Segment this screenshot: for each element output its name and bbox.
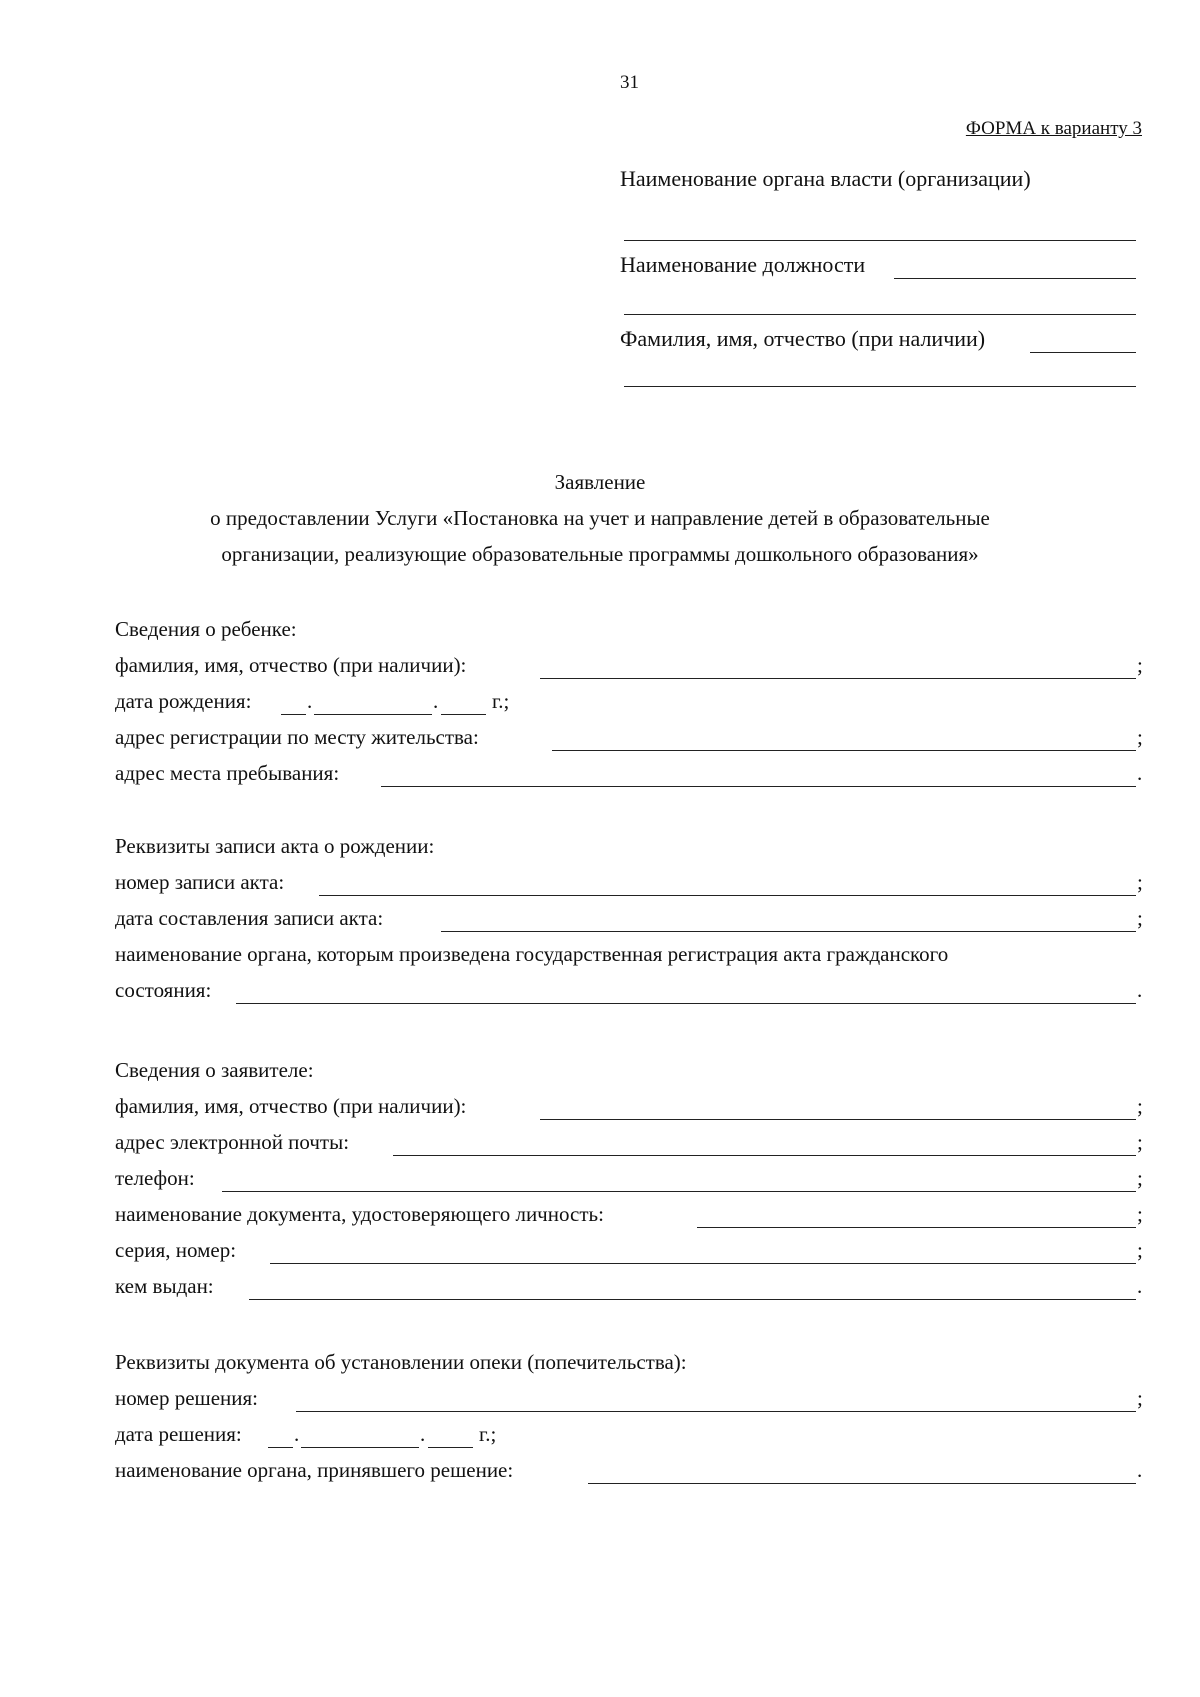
date-separator: . bbox=[420, 1422, 426, 1446]
form-reference: ФОРМА к варианту 3 bbox=[965, 118, 1142, 139]
guardianship-decision-year-field[interactable] bbox=[428, 1447, 473, 1448]
child-name-label: фамилия, имя, отчество (при наличии): bbox=[115, 653, 467, 677]
birth-record-section-heading: Реквизиты записи акта о рождении: bbox=[115, 834, 435, 858]
year-suffix: г.; bbox=[492, 689, 510, 713]
child-section-heading: Сведения о ребенке: bbox=[115, 617, 297, 641]
period: . bbox=[1137, 1458, 1143, 1482]
semicolon: ; bbox=[1137, 1202, 1143, 1226]
applicant-section-heading: Сведения о заявителе: bbox=[115, 1058, 314, 1082]
semicolon: ; bbox=[1137, 653, 1143, 677]
child-stay-address-label: адрес места пребывания: bbox=[115, 761, 340, 785]
semicolon: ; bbox=[1137, 1130, 1143, 1154]
birth-record-number-field[interactable] bbox=[319, 895, 1136, 896]
child-birth-month-field[interactable] bbox=[314, 714, 432, 715]
birth-record-date-field[interactable] bbox=[441, 931, 1136, 932]
child-registration-address-label: адрес регистрации по месту жительства: bbox=[115, 725, 479, 749]
addressee-authority-label: Наименование органа власти (организации) bbox=[620, 166, 1031, 191]
period: . bbox=[1137, 1274, 1143, 1298]
applicant-id-document-field[interactable] bbox=[697, 1227, 1136, 1228]
guardianship-decision-number-label: номер решения: bbox=[115, 1386, 258, 1410]
document-subtitle-line1: о предоставлении Услуги «Постановка на учет и направление детей в образовательные bbox=[210, 506, 990, 530]
date-separator: . bbox=[433, 689, 439, 713]
applicant-name-label: фамилия, имя, отчество (при наличии): bbox=[115, 1094, 467, 1118]
date-separator: . bbox=[294, 1422, 300, 1446]
guardianship-decision-number-field[interactable] bbox=[296, 1411, 1136, 1412]
date-separator: . bbox=[307, 689, 313, 713]
birth-record-authority-label: наименование органа, которым произведена государственная регистрация акта гражданского bbox=[115, 942, 949, 966]
semicolon: ; bbox=[1137, 906, 1143, 930]
semicolon: ; bbox=[1137, 870, 1143, 894]
applicant-email-label: адрес электронной почты: bbox=[115, 1130, 350, 1154]
semicolon: ; bbox=[1137, 1094, 1143, 1118]
birth-record-date-label: дата составления записи акта: bbox=[115, 906, 384, 930]
child-stay-address-field[interactable] bbox=[381, 786, 1136, 787]
child-name-field[interactable] bbox=[540, 678, 1136, 679]
semicolon: ; bbox=[1137, 725, 1143, 749]
semicolon: ; bbox=[1137, 1238, 1143, 1262]
child-registration-address-field[interactable] bbox=[552, 750, 1136, 751]
applicant-email-field[interactable] bbox=[393, 1155, 1136, 1156]
addressee-name-label: Фамилия, имя, отчество (при наличии) bbox=[620, 326, 986, 351]
semicolon: ; bbox=[1137, 1166, 1143, 1190]
addressee-position-field-2[interactable] bbox=[624, 314, 1136, 315]
guardianship-section-heading: Реквизиты документа об установлении опеки (попечительства): bbox=[115, 1350, 687, 1374]
child-birth-day-field[interactable] bbox=[281, 714, 306, 715]
applicant-name-field[interactable] bbox=[540, 1119, 1136, 1120]
addressee-name-field-2[interactable] bbox=[624, 386, 1136, 387]
addressee-position-field[interactable] bbox=[894, 278, 1136, 279]
applicant-issued-by-label: кем выдан: bbox=[115, 1274, 214, 1298]
child-birth-date-label: дата рождения: bbox=[115, 689, 252, 713]
applicant-phone-field[interactable] bbox=[222, 1191, 1136, 1192]
applicant-series-number-field[interactable] bbox=[270, 1263, 1136, 1264]
period: . bbox=[1137, 978, 1143, 1002]
guardianship-decision-month-field[interactable] bbox=[301, 1447, 419, 1448]
guardianship-decision-date-label: дата решения: bbox=[115, 1422, 242, 1446]
guardianship-authority-field[interactable] bbox=[588, 1483, 1136, 1484]
applicant-issued-by-field[interactable] bbox=[249, 1299, 1136, 1300]
birth-record-authority-label-cont: состояния: bbox=[115, 978, 212, 1002]
document-subtitle-line2: организации, реализующие образовательные программы дошкольного образования» bbox=[221, 542, 979, 566]
birth-record-authority-field[interactable] bbox=[236, 1003, 1136, 1004]
applicant-series-number-label: серия, номер: bbox=[115, 1238, 237, 1262]
year-suffix: г.; bbox=[479, 1422, 497, 1446]
guardianship-decision-day-field[interactable] bbox=[268, 1447, 293, 1448]
addressee-position-label: Наименование должности bbox=[620, 252, 866, 277]
semicolon: ; bbox=[1137, 1386, 1143, 1410]
child-birth-year-field[interactable] bbox=[441, 714, 486, 715]
addressee-authority-field[interactable] bbox=[624, 240, 1136, 241]
period: . bbox=[1137, 761, 1143, 785]
applicant-id-document-label: наименование документа, удостоверяющего личность: bbox=[115, 1202, 604, 1226]
birth-record-number-label: номер записи акта: bbox=[115, 870, 285, 894]
document-title: Заявление bbox=[554, 470, 646, 494]
page-number: 31 bbox=[620, 72, 639, 93]
applicant-phone-label: телефон: bbox=[115, 1166, 195, 1190]
addressee-name-field[interactable] bbox=[1030, 352, 1136, 353]
guardianship-authority-label: наименование органа, принявшего решение: bbox=[115, 1458, 514, 1482]
